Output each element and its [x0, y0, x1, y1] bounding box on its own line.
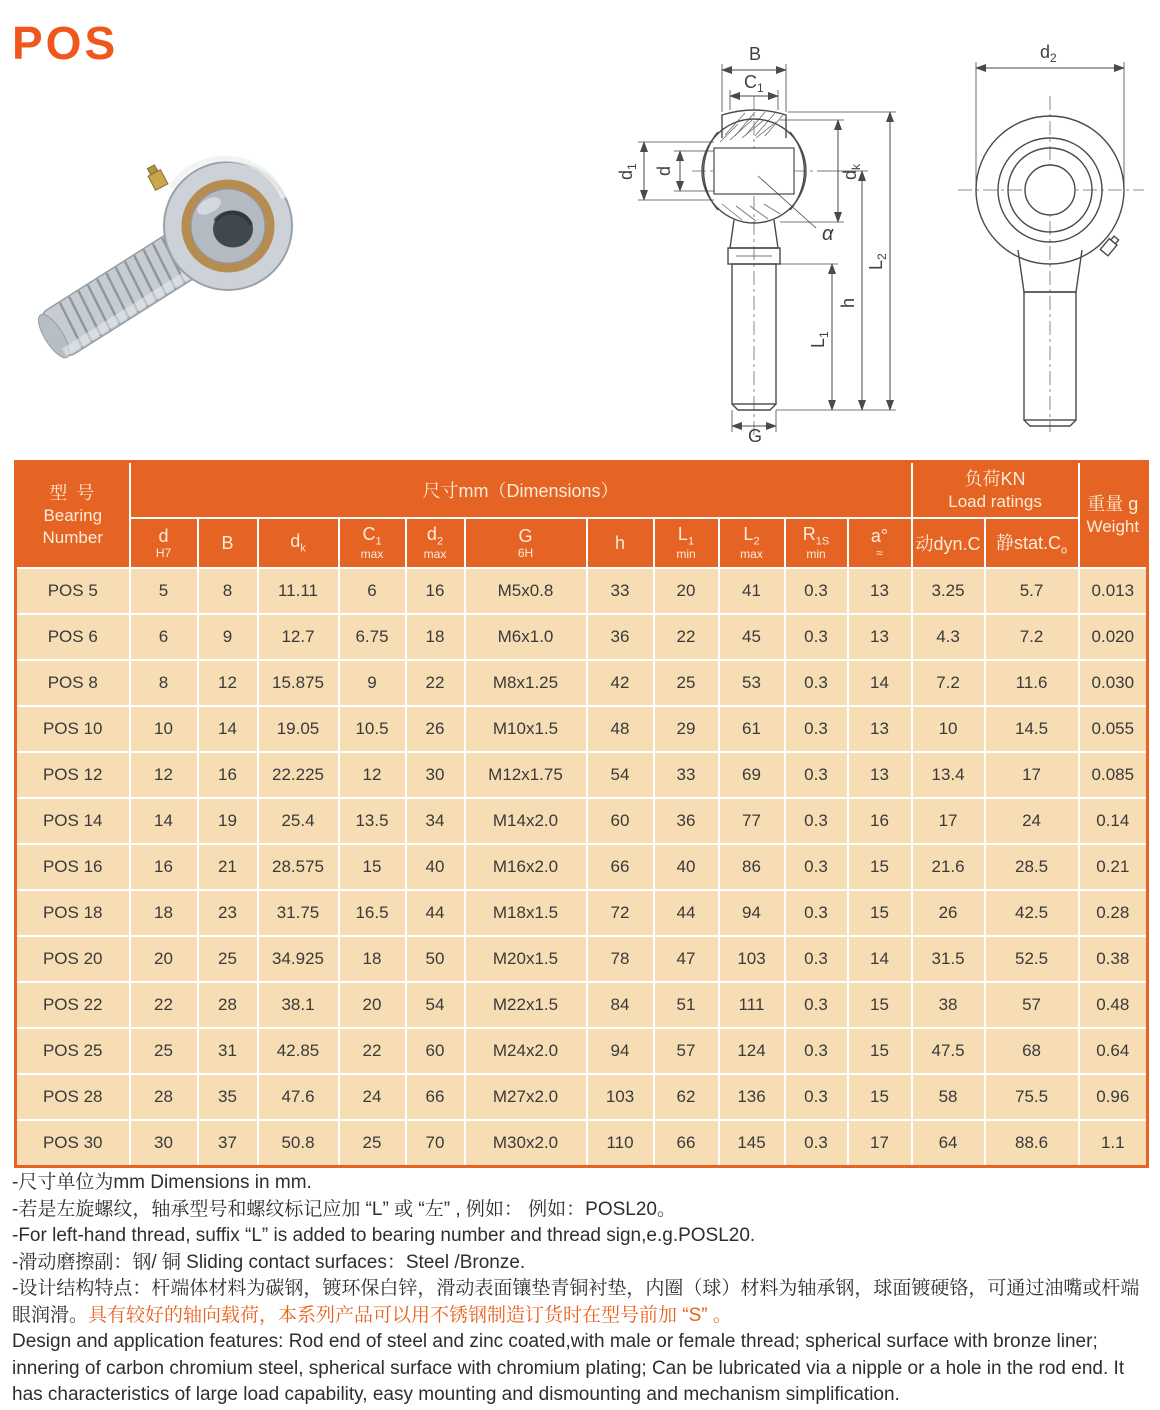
table-row	[16, 706, 1148, 752]
value-cell: 0.96	[1079, 1074, 1148, 1120]
value-cell: 28.5	[985, 844, 1079, 890]
value-cell: 0.013	[1079, 568, 1148, 614]
side-view-diagram	[944, 18, 1158, 442]
value-cell: 58	[912, 1074, 985, 1120]
value-cell: 10	[912, 706, 985, 752]
value-cell: 64	[912, 1120, 985, 1167]
value-cell: 17	[985, 752, 1079, 798]
value-cell: 0.21	[1079, 844, 1148, 890]
note-line: -滑动磨擦副：钢/ 铜 Sliding contact surfaces：Steel /Bronze.	[12, 1251, 526, 1273]
value-cell: 47	[654, 936, 719, 982]
table-row	[16, 1120, 1148, 1167]
value-cell: 14.5	[985, 706, 1079, 752]
weight-header: 重量 g Weight	[1079, 462, 1148, 569]
value-cell: 57	[654, 1028, 719, 1074]
bearing-number-cell: POS 30	[16, 1120, 130, 1167]
value-cell: 103	[587, 1074, 654, 1120]
value-cell: M14x2.0	[465, 798, 587, 844]
value-cell: 57	[985, 982, 1079, 1028]
value-cell: 13	[848, 568, 912, 614]
value-cell: M12x1.75	[465, 752, 587, 798]
grease-nipple	[145, 163, 168, 190]
value-cell: 12	[339, 752, 406, 798]
bearing-number-cell: POS 28	[16, 1074, 130, 1120]
value-cell: 0.38	[1079, 936, 1148, 982]
dim-d-label: d	[654, 165, 674, 176]
value-cell: 20	[339, 982, 406, 1028]
value-cell: 0.3	[785, 1074, 848, 1120]
value-cell: 52.5	[985, 936, 1079, 982]
value-cell: 0.020	[1079, 614, 1148, 660]
table-row	[16, 1028, 1148, 1074]
value-cell: 21.6	[912, 844, 985, 890]
value-cell: 23	[198, 890, 258, 936]
value-cell: 0.3	[785, 1120, 848, 1167]
value-cell: 6.75	[339, 614, 406, 660]
value-cell: 25	[654, 660, 719, 706]
value-cell: 12	[130, 752, 198, 798]
value-cell: 19.05	[258, 706, 339, 752]
value-cell: 20	[654, 568, 719, 614]
dim-B-label: B	[749, 44, 762, 64]
value-cell: 28	[130, 1074, 198, 1120]
notes	[12, 1170, 1154, 1409]
dim-d1-label: $d_1$	[616, 163, 639, 180]
value-cell: 15	[339, 844, 406, 890]
value-cell: 38.1	[258, 982, 339, 1028]
value-cell: 25	[130, 1028, 198, 1074]
value-cell: M18x1.5	[465, 890, 587, 936]
value-cell: 36	[587, 614, 654, 660]
value-cell: 145	[719, 1120, 785, 1167]
value-cell: 136	[719, 1074, 785, 1120]
value-cell: M8x1.25	[465, 660, 587, 706]
note-line: -设计结构特点：杆端体材料为碳钢，镀环保白锌，滑动表面镶垫青铜衬垫，内圈（球）材料为轴承钢，球面镀硬铬，可通过油嘴或杆端眼润滑。具有较好的轴向载荷，本系列产品可以用不锈钢制造订货时在型号前加 “S” 。	[12, 1278, 1140, 1326]
value-cell: 25	[198, 936, 258, 982]
note-line: -For left-hand thread, suffix “L” is added to bearing number and thread sign,e.g.POSL20.	[12, 1225, 756, 1246]
value-cell: 44	[406, 890, 465, 936]
value-cell: 25.4	[258, 798, 339, 844]
value-cell: 0.3	[785, 752, 848, 798]
value-cell: 78	[587, 936, 654, 982]
bearing-number-cell: POS 22	[16, 982, 130, 1028]
value-cell: 6	[339, 568, 406, 614]
bearing-number-cell: POS 16	[16, 844, 130, 890]
value-cell: 38	[912, 982, 985, 1028]
value-cell: 0.48	[1079, 982, 1148, 1028]
value-cell: 0.3	[785, 614, 848, 660]
value-cell: 69	[719, 752, 785, 798]
value-cell: 15	[848, 1028, 912, 1074]
load-ratings-group-header: 负荷KN Load ratings	[912, 462, 1079, 519]
bearing-number-cell: POS 18	[16, 890, 130, 936]
alpha-label: α	[822, 223, 834, 245]
value-cell: 124	[719, 1028, 785, 1074]
value-cell: 54	[406, 982, 465, 1028]
value-cell: 68	[985, 1028, 1079, 1074]
value-cell: M6x1.0	[465, 614, 587, 660]
value-cell: 18	[339, 936, 406, 982]
value-cell: 22.225	[258, 752, 339, 798]
dim-L2-label: $L_2$	[866, 253, 889, 270]
table-row	[16, 936, 1148, 982]
value-cell: 14	[198, 706, 258, 752]
value-cell: 22	[339, 1028, 406, 1074]
value-cell: M24x2.0	[465, 1028, 587, 1074]
value-cell: 15	[848, 844, 912, 890]
value-cell: 0.3	[785, 706, 848, 752]
value-cell: 50	[406, 936, 465, 982]
value-cell: M16x2.0	[465, 844, 587, 890]
value-cell: 16	[130, 844, 198, 890]
value-cell: 31.75	[258, 890, 339, 936]
value-cell: 111	[719, 982, 785, 1028]
column-header: $d_k$	[258, 518, 339, 568]
column-header: B	[198, 518, 258, 568]
value-cell: 37	[198, 1120, 258, 1167]
value-cell: 8	[130, 660, 198, 706]
value-cell: 11.6	[985, 660, 1079, 706]
value-cell: 13	[848, 614, 912, 660]
value-cell: 0.030	[1079, 660, 1148, 706]
bearing-number-cell: POS 12	[16, 752, 130, 798]
column-header: a° ≈	[848, 518, 912, 568]
value-cell: M30x2.0	[465, 1120, 587, 1167]
bearing-number-header: 型 号 Bearing Number	[16, 462, 130, 569]
value-cell: 18	[406, 614, 465, 660]
value-cell: 26	[912, 890, 985, 936]
value-cell: 0.3	[785, 890, 848, 936]
value-cell: 31.5	[912, 936, 985, 982]
value-cell: 15	[848, 982, 912, 1028]
value-cell: 94	[587, 1028, 654, 1074]
dim-d2-label: $d_2$	[1040, 42, 1057, 65]
table-row	[16, 890, 1148, 936]
value-cell: 24	[985, 798, 1079, 844]
value-cell: 22	[654, 614, 719, 660]
value-cell: 29	[654, 706, 719, 752]
bearing-number-cell: POS 25	[16, 1028, 130, 1074]
column-header: h	[587, 518, 654, 568]
value-cell: 13.5	[339, 798, 406, 844]
column-header: 动dyn.C	[912, 518, 985, 568]
table-row	[16, 844, 1148, 890]
dim-h-label: h	[838, 297, 858, 308]
bearing-number-cell: POS 6	[16, 614, 130, 660]
value-cell: 41	[719, 568, 785, 614]
value-cell: 12	[198, 660, 258, 706]
bearing-number-cell: POS 20	[16, 936, 130, 982]
value-cell: 13	[848, 752, 912, 798]
bearing-number-cell: POS 10	[16, 706, 130, 752]
table-row	[16, 798, 1148, 844]
column-header: 静$stat.C_o$	[985, 518, 1079, 568]
column-header: G 6H	[465, 518, 587, 568]
value-cell: 22	[406, 660, 465, 706]
value-cell: 62	[654, 1074, 719, 1120]
value-cell: 61	[719, 706, 785, 752]
value-cell: 5	[130, 568, 198, 614]
note-line: -尺寸单位为mm Dimensions in mm.	[12, 1172, 312, 1193]
value-cell: 34.925	[258, 936, 339, 982]
front-view-diagram	[602, 8, 904, 444]
value-cell: 19	[198, 798, 258, 844]
value-cell: 0.3	[785, 982, 848, 1028]
value-cell: 33	[654, 752, 719, 798]
value-cell: 14	[848, 660, 912, 706]
value-cell: 28.575	[258, 844, 339, 890]
value-cell: 48	[587, 706, 654, 752]
rod-end-bearing-photo	[6, 128, 338, 370]
value-cell: M20x1.5	[465, 936, 587, 982]
value-cell: 34	[406, 798, 465, 844]
value-cell: 103	[719, 936, 785, 982]
value-cell: 21	[198, 844, 258, 890]
value-cell: 42.5	[985, 890, 1079, 936]
value-cell: 9	[198, 614, 258, 660]
value-cell: 6	[130, 614, 198, 660]
value-cell: 31	[198, 1028, 258, 1074]
value-cell: 42.85	[258, 1028, 339, 1074]
value-cell: 51	[654, 982, 719, 1028]
table-row	[16, 614, 1148, 660]
value-cell: 70	[406, 1120, 465, 1167]
value-cell: 36	[654, 798, 719, 844]
value-cell: 14	[848, 936, 912, 982]
value-cell: 0.3	[785, 568, 848, 614]
value-cell: 22	[130, 982, 198, 1028]
value-cell: 33	[587, 568, 654, 614]
page-title: POS	[12, 17, 119, 69]
value-cell: 66	[587, 844, 654, 890]
column-header: $L_2$ max	[719, 518, 785, 568]
dim-dk-label: $d_k$	[840, 163, 863, 180]
bearing-number-cell: POS 14	[16, 798, 130, 844]
value-cell: 47.6	[258, 1074, 339, 1120]
value-cell: 110	[587, 1120, 654, 1167]
value-cell: 53	[719, 660, 785, 706]
value-cell: 8	[198, 568, 258, 614]
column-header: $L_1$ min	[654, 518, 719, 568]
value-cell: 94	[719, 890, 785, 936]
value-cell: 17	[912, 798, 985, 844]
value-cell: 86	[719, 844, 785, 890]
value-cell: 44	[654, 890, 719, 936]
table-row	[16, 1074, 1148, 1120]
value-cell: 9	[339, 660, 406, 706]
value-cell: 12.7	[258, 614, 339, 660]
value-cell: 24	[339, 1074, 406, 1120]
value-cell: 75.5	[985, 1074, 1079, 1120]
value-cell: 20	[130, 936, 198, 982]
value-cell: 16	[406, 568, 465, 614]
table-row	[16, 660, 1148, 706]
dim-C1-label: $C_1$	[744, 72, 764, 95]
value-cell: 16.5	[339, 890, 406, 936]
value-cell: M22x1.5	[465, 982, 587, 1028]
value-cell: 7.2	[985, 614, 1079, 660]
value-cell: 60	[406, 1028, 465, 1074]
value-cell: 5.7	[985, 568, 1079, 614]
value-cell: 0.28	[1079, 890, 1148, 936]
table-row	[16, 982, 1148, 1028]
column-header: $d_2$ max	[406, 518, 465, 568]
value-cell: 15	[848, 890, 912, 936]
value-cell: 11.11	[258, 568, 339, 614]
value-cell: 35	[198, 1074, 258, 1120]
bearing-number-cell: POS 5	[16, 568, 130, 614]
value-cell: 0.3	[785, 798, 848, 844]
value-cell: 16	[848, 798, 912, 844]
value-cell: 15	[848, 1074, 912, 1120]
note-line: -若是左旋螺纹，轴承型号和螺纹标记应加 “L” 或 “左” , 例如： 例如：POSL20。	[12, 1198, 676, 1220]
value-cell: M10x1.5	[465, 706, 587, 752]
value-cell: 13.4	[912, 752, 985, 798]
value-cell: 0.3	[785, 660, 848, 706]
value-cell: M5x0.8	[465, 568, 587, 614]
value-cell: 4.3	[912, 614, 985, 660]
value-cell: 40	[654, 844, 719, 890]
value-cell: 0.3	[785, 936, 848, 982]
value-cell: 0.3	[785, 844, 848, 890]
bearing-number-cell: POS 8	[16, 660, 130, 706]
value-cell: 3.25	[912, 568, 985, 614]
value-cell: 13	[848, 706, 912, 752]
value-cell: 26	[406, 706, 465, 752]
value-cell: 50.8	[258, 1120, 339, 1167]
value-cell: 10	[130, 706, 198, 752]
value-cell: 45	[719, 614, 785, 660]
column-header: d H7	[130, 518, 198, 568]
value-cell: 66	[654, 1120, 719, 1167]
value-cell: 0.64	[1079, 1028, 1148, 1074]
value-cell: 40	[406, 844, 465, 890]
value-cell: 42	[587, 660, 654, 706]
table-row	[16, 568, 1148, 614]
value-cell: 0.085	[1079, 752, 1148, 798]
value-cell: 18	[130, 890, 198, 936]
column-header: $R_{1S}$ min	[785, 518, 848, 568]
value-cell: 0.14	[1079, 798, 1148, 844]
dimensions-group-header: 尺寸mm（Dimensions）	[130, 462, 912, 519]
value-cell: 60	[587, 798, 654, 844]
value-cell: 1.1	[1079, 1120, 1148, 1167]
value-cell: 84	[587, 982, 654, 1028]
value-cell: 10.5	[339, 706, 406, 752]
column-header: $C_1$ max	[339, 518, 406, 568]
value-cell: 17	[848, 1120, 912, 1167]
value-cell: 66	[406, 1074, 465, 1120]
value-cell: 30	[130, 1120, 198, 1167]
value-cell: 0.055	[1079, 706, 1148, 752]
value-cell: 47.5	[912, 1028, 985, 1074]
value-cell: 15.875	[258, 660, 339, 706]
value-cell: 30	[406, 752, 465, 798]
value-cell: 14	[130, 798, 198, 844]
value-cell: 16	[198, 752, 258, 798]
value-cell: 28	[198, 982, 258, 1028]
value-cell: 88.6	[985, 1120, 1079, 1167]
note-line: Design and application features: Rod end of steel and zinc coated,with male or female thread; spherical surface with bronze liner; innering of carbon chromium steel, spherical surface with chromium plating; Can be lubricated via a nipple or a hole in the rod end. It has characteristics of large load capability, easy mounting and dismounting and mechanism simplification.	[12, 1331, 1125, 1405]
value-cell: 72	[587, 890, 654, 936]
value-cell: 25	[339, 1120, 406, 1167]
dim-L1-label: $L_1$	[808, 331, 831, 348]
value-cell: 0.3	[785, 1028, 848, 1074]
dim-G-label: G	[748, 426, 763, 444]
value-cell: 77	[719, 798, 785, 844]
product-photo	[6, 128, 338, 370]
value-cell: 54	[587, 752, 654, 798]
table-row	[16, 752, 1148, 798]
value-cell: 7.2	[912, 660, 985, 706]
spec-table	[14, 460, 1149, 1168]
value-cell: M27x2.0	[465, 1074, 587, 1120]
